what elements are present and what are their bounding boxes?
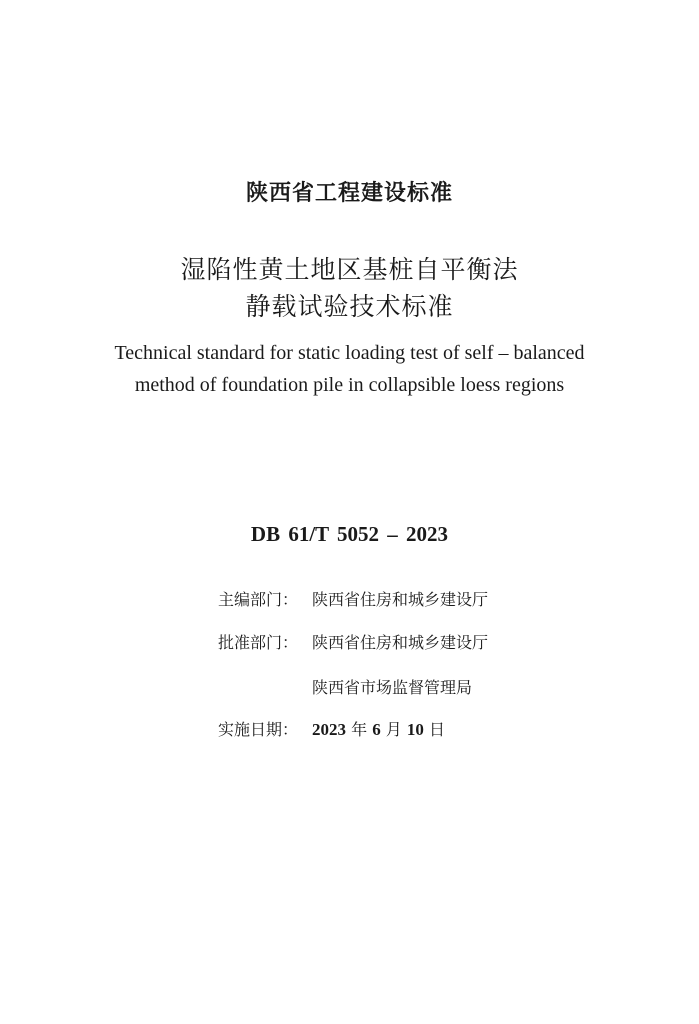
- title-chinese-line-1: 湿陷性黄土地区基桩自平衡法: [180, 255, 519, 284]
- approver-department-row-2: [218, 676, 472, 700]
- day-unit: 日: [423, 720, 445, 739]
- title-english-line-1: Technical standard for static loading test of self – balanced: [114, 342, 585, 364]
- approver-department-value-1: 陕西省住房和城乡建设厅: [312, 633, 489, 652]
- effective-date-value: [312, 718, 445, 742]
- title-chinese-line-2: 静载试验技术标准: [245, 292, 454, 321]
- editor-department-label: 主编部门：: [218, 590, 299, 609]
- effective-date-year: 2023: [312, 720, 346, 739]
- editor-department-value: 陕西省住房和城乡建设厅: [312, 590, 489, 609]
- approver-department-value-2: 陕西省市场监督管理局: [312, 678, 473, 697]
- year-unit: 年: [346, 720, 373, 739]
- editor-department-row: [218, 588, 488, 612]
- month-unit: 月: [380, 720, 407, 739]
- approver-department-label: 批准部门：: [218, 633, 299, 652]
- standard-series-heading: 陕西省工程建设标准: [245, 181, 453, 206]
- effective-date-month: 6: [372, 720, 381, 739]
- effective-date-day: 10: [406, 720, 424, 739]
- effective-date-label: 实施日期：: [218, 720, 299, 739]
- approver-department-row: [218, 631, 488, 655]
- effective-date-row: [218, 718, 445, 742]
- title-english-line-2: method of foundation pile in collapsible loess regions: [134, 374, 565, 396]
- standard-code: DB 61/T 5052 – 2023: [250, 522, 449, 546]
